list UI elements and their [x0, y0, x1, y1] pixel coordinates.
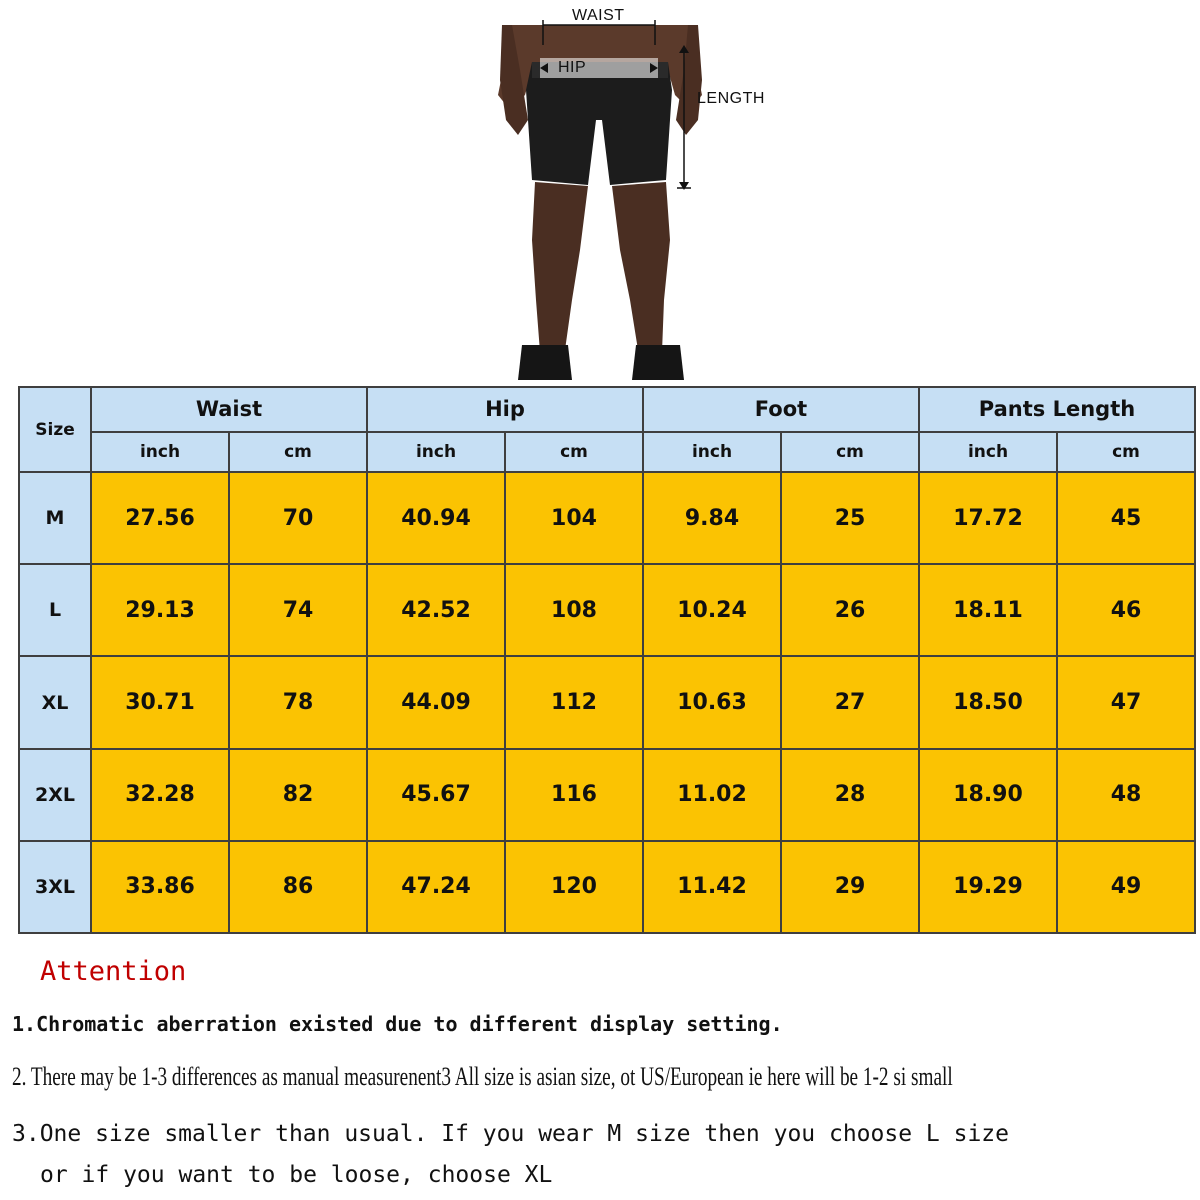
table-row [19, 841, 1195, 933]
waist-group-header: Waist [91, 387, 367, 432]
table-cell: 29 [781, 841, 919, 933]
note-item: 2. There may be 1-3 differences as manual measurenent3 All size is asian size, ot US/European ie here will be 1-2 si small [12, 1062, 953, 1091]
table-cell: 18.90 [919, 749, 1057, 841]
unit-header: cm [781, 432, 919, 473]
table-cell: 116 [505, 749, 643, 841]
table-cell: 82 [229, 749, 367, 841]
size-cell: 2XL [19, 749, 91, 841]
foot-group-header: Foot [643, 387, 919, 432]
table-cell: 11.02 [643, 749, 781, 841]
table-cell: 44.09 [367, 656, 505, 748]
model-illustration [440, 0, 820, 384]
size-cell: XL [19, 656, 91, 748]
table-cell: 9.84 [643, 472, 781, 564]
unit-header: cm [229, 432, 367, 473]
table-cell: 47 [1057, 656, 1195, 748]
table-cell: 108 [505, 564, 643, 656]
table-cell: 18.11 [919, 564, 1057, 656]
pants-length-group-header: Pants Length [919, 387, 1195, 432]
table-cell: 19.29 [919, 841, 1057, 933]
table-cell: 104 [505, 472, 643, 564]
size-column-header: Size [19, 387, 91, 472]
hip-label: HIP [558, 59, 587, 76]
table-cell: 18.50 [919, 656, 1057, 748]
table-cell: 74 [229, 564, 367, 656]
table-row [19, 564, 1195, 656]
hip-group-header: Hip [367, 387, 643, 432]
table-cell: 45 [1057, 472, 1195, 564]
note-item: 3.One size smaller than usual. If you wear M size then you choose L size [12, 1121, 1009, 1147]
size-cell: 3XL [19, 841, 91, 933]
model-figure [440, 0, 820, 384]
table-cell: 33.86 [91, 841, 229, 933]
table-cell: 30.71 [91, 656, 229, 748]
unit-header-row [19, 432, 1195, 473]
table-cell: 40.94 [367, 472, 505, 564]
table-cell: 49 [1057, 841, 1195, 933]
table-cell: 27 [781, 656, 919, 748]
table-cell: 70 [229, 472, 367, 564]
table-cell: 42.52 [367, 564, 505, 656]
table-row [19, 472, 1195, 564]
table-cell: 10.63 [643, 656, 781, 748]
table-cell: 45.67 [367, 749, 505, 841]
table-cell: 25 [781, 472, 919, 564]
attention-heading: Attention [40, 956, 187, 987]
table-cell: 120 [505, 841, 643, 933]
size-cell: L [19, 564, 91, 656]
size-chart-table [18, 386, 1196, 934]
waist-label: WAIST [572, 7, 625, 24]
table-row [19, 656, 1195, 748]
note-item: or if you want to be loose, choose XL [40, 1162, 553, 1188]
unit-header: inch [91, 432, 229, 473]
table-cell: 112 [505, 656, 643, 748]
table-row [19, 749, 1195, 841]
unit-header: inch [367, 432, 505, 473]
table-cell: 86 [229, 841, 367, 933]
table-cell: 11.42 [643, 841, 781, 933]
unit-header: inch [643, 432, 781, 473]
table-cell: 26 [781, 564, 919, 656]
table-cell: 10.24 [643, 564, 781, 656]
table-cell: 17.72 [919, 472, 1057, 564]
note-item: 1.Chromatic aberration existed due to different display setting. [12, 1012, 783, 1036]
table-cell: 48 [1057, 749, 1195, 841]
unit-header: cm [505, 432, 643, 473]
table-cell: 29.13 [91, 564, 229, 656]
size-cell: M [19, 472, 91, 564]
table-cell: 32.28 [91, 749, 229, 841]
length-label: LENGTH [697, 90, 765, 107]
table-cell: 47.24 [367, 841, 505, 933]
table-cell: 28 [781, 749, 919, 841]
table-cell: 78 [229, 656, 367, 748]
group-header-row [19, 387, 1195, 432]
table-cell: 27.56 [91, 472, 229, 564]
unit-header: cm [1057, 432, 1195, 473]
table-cell: 46 [1057, 564, 1195, 656]
unit-header: inch [919, 432, 1057, 473]
